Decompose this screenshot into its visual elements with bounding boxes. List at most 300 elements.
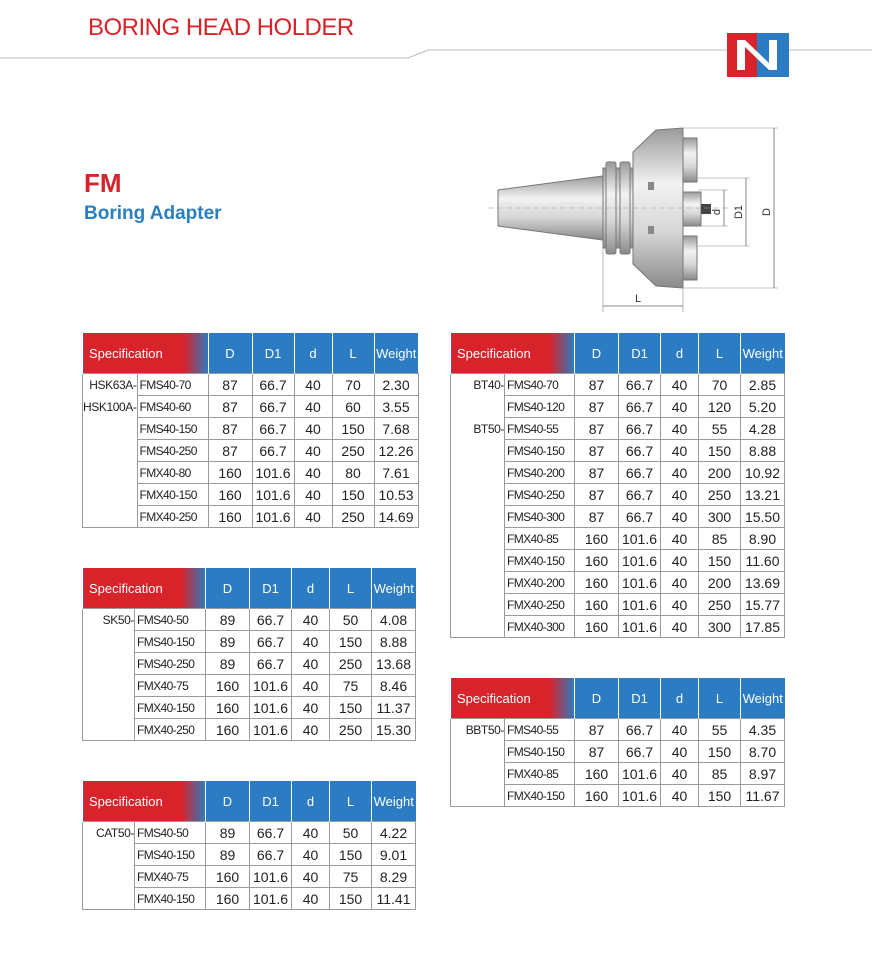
cell-l: 70	[332, 374, 374, 396]
table-row	[451, 763, 785, 785]
row-model: FMS40-150	[505, 741, 575, 763]
cell-d-outer: 87	[575, 741, 619, 763]
row-prefix: BT50-	[451, 418, 505, 440]
row-model: FMS40-250	[505, 484, 575, 506]
cell-d-outer: 87	[208, 418, 252, 440]
table-row	[83, 440, 419, 462]
cell-d1: 66.7	[619, 719, 661, 741]
row-model: FMS40-60	[137, 396, 208, 418]
row-prefix: SK50-	[83, 609, 135, 631]
row-prefix	[451, 763, 505, 785]
cell-weight: 11.67	[741, 785, 785, 807]
header-l: L	[332, 333, 374, 374]
cell-weight: 13.21	[741, 484, 785, 506]
cell-d-outer: 87	[208, 396, 252, 418]
header-d-outer: D	[206, 781, 250, 822]
cell-d1: 66.7	[250, 822, 292, 844]
cell-d-outer: 89	[206, 631, 250, 653]
row-model: FMX40-250	[135, 719, 206, 741]
spec-table-sk	[82, 568, 416, 741]
cell-d1: 66.7	[619, 484, 661, 506]
header-d1: D1	[619, 678, 661, 719]
cell-d-outer: 160	[208, 484, 252, 506]
cell-weight: 7.61	[374, 462, 418, 484]
cell-d-bore: 40	[661, 616, 699, 638]
cell-weight: 8.70	[741, 741, 785, 763]
row-model: FMX40-85	[505, 763, 575, 785]
header-weight: Weight	[741, 678, 785, 719]
table-row	[83, 888, 416, 910]
row-prefix	[451, 440, 505, 462]
row-prefix	[451, 462, 505, 484]
row-model: FMX40-250	[137, 506, 208, 528]
row-prefix	[83, 675, 135, 697]
row-prefix	[451, 741, 505, 763]
header-l: L	[330, 568, 372, 609]
row-prefix: BBT50-	[451, 719, 505, 741]
table-row	[83, 484, 419, 506]
dim-l-label: L	[634, 293, 642, 305]
cell-d1: 66.7	[619, 741, 661, 763]
table-row	[451, 396, 785, 418]
cell-l: 150	[332, 418, 374, 440]
cell-d-bore: 40	[661, 374, 699, 396]
row-model: FMX40-80	[137, 462, 208, 484]
cell-d1: 101.6	[619, 528, 661, 550]
cell-weight: 14.69	[374, 506, 418, 528]
cell-l: 120	[699, 396, 741, 418]
row-prefix	[451, 785, 505, 807]
cell-d-bore: 40	[294, 484, 332, 506]
table-row	[451, 484, 785, 506]
cell-d1: 66.7	[619, 440, 661, 462]
row-prefix: HSK100A-	[83, 396, 138, 418]
cell-d-outer: 87	[575, 484, 619, 506]
cell-l: 150	[699, 550, 741, 572]
cell-l: 150	[699, 785, 741, 807]
row-prefix: CAT50-	[83, 822, 135, 844]
cell-weight: 3.55	[374, 396, 418, 418]
table-row	[451, 616, 785, 638]
header-weight: Weight	[374, 333, 418, 374]
cell-d1: 66.7	[619, 506, 661, 528]
row-model: FMX40-250	[505, 594, 575, 616]
row-model: FMS40-50	[135, 609, 206, 631]
cell-d-bore: 40	[294, 440, 332, 462]
cell-d-outer: 87	[575, 418, 619, 440]
cell-l: 250	[330, 653, 372, 675]
cell-d-outer: 87	[575, 719, 619, 741]
header-d-outer: D	[575, 333, 619, 374]
header-d-bore: d	[661, 333, 699, 374]
cell-l: 150	[330, 631, 372, 653]
cell-d1: 101.6	[250, 888, 292, 910]
header-specification: Specification	[83, 333, 209, 374]
table-row	[83, 418, 419, 440]
row-model: FMS40-250	[137, 440, 208, 462]
cell-weight: 4.08	[372, 609, 416, 631]
cell-weight: 4.22	[372, 822, 416, 844]
cell-l: 85	[699, 763, 741, 785]
cell-d-outer: 160	[206, 675, 250, 697]
cell-l: 150	[330, 844, 372, 866]
table-row	[451, 572, 785, 594]
table-row	[83, 719, 416, 741]
row-model: FMX40-150	[135, 888, 206, 910]
cell-weight: 10.92	[741, 462, 785, 484]
cell-d-bore: 40	[292, 653, 330, 675]
header-d1: D1	[250, 781, 292, 822]
brand-logo	[727, 30, 789, 80]
cell-weight: 5.20	[741, 396, 785, 418]
row-model: FMS40-300	[505, 506, 575, 528]
header-d1: D1	[619, 333, 661, 374]
cell-l: 300	[699, 616, 741, 638]
table-row	[83, 462, 419, 484]
cell-d-outer: 160	[575, 763, 619, 785]
spec-table-bt	[450, 333, 785, 638]
row-model: FMS40-55	[505, 719, 575, 741]
cell-d-bore: 40	[661, 528, 699, 550]
row-model: FMS40-150	[505, 440, 575, 462]
cell-d-outer: 87	[575, 462, 619, 484]
cell-d-bore: 40	[292, 822, 330, 844]
cell-d-outer: 160	[575, 616, 619, 638]
cell-l: 55	[699, 719, 741, 741]
header-d-outer: D	[575, 678, 619, 719]
cell-d-bore: 40	[292, 609, 330, 631]
row-prefix	[451, 550, 505, 572]
product-code: FM	[84, 168, 122, 198]
cell-d1: 101.6	[252, 506, 294, 528]
cell-d-outer: 160	[206, 888, 250, 910]
table-row	[83, 697, 416, 719]
cell-d1: 66.7	[619, 374, 661, 396]
cell-d1: 66.7	[619, 462, 661, 484]
cell-d-bore: 40	[292, 675, 330, 697]
cell-d-outer: 160	[206, 719, 250, 741]
cell-d1: 101.6	[619, 763, 661, 785]
cell-weight: 12.26	[374, 440, 418, 462]
table-row	[451, 440, 785, 462]
row-prefix	[451, 616, 505, 638]
cell-d-outer: 87	[208, 374, 252, 396]
cell-d1: 66.7	[252, 396, 294, 418]
cell-weight: 8.88	[372, 631, 416, 653]
table-row	[83, 653, 416, 675]
cell-d-outer: 87	[575, 396, 619, 418]
row-prefix	[83, 844, 135, 866]
cell-d-bore: 40	[292, 888, 330, 910]
table-row	[451, 594, 785, 616]
dim-big-d-label: D	[761, 208, 773, 216]
row-model: FMX40-300	[505, 616, 575, 638]
cell-d1: 66.7	[252, 440, 294, 462]
cell-d-outer: 160	[575, 572, 619, 594]
cell-d-outer: 89	[206, 844, 250, 866]
cell-l: 150	[332, 484, 374, 506]
row-model: FMS40-50	[135, 822, 206, 844]
cell-d-bore: 40	[661, 785, 699, 807]
cell-d-outer: 160	[575, 550, 619, 572]
cell-weight: 15.50	[741, 506, 785, 528]
row-model: FMX40-200	[505, 572, 575, 594]
header-specification: Specification	[83, 568, 206, 609]
cell-d1: 101.6	[619, 550, 661, 572]
table-row	[83, 631, 416, 653]
cell-d-bore: 40	[661, 572, 699, 594]
table-row	[451, 719, 785, 741]
cell-d1: 101.6	[619, 594, 661, 616]
table-row	[451, 741, 785, 763]
cell-d-outer: 87	[575, 506, 619, 528]
row-model: FMX40-85	[505, 528, 575, 550]
table-row	[451, 418, 785, 440]
header-d-bore: d	[294, 333, 332, 374]
cell-l: 75	[330, 675, 372, 697]
spec-table-bbt	[450, 678, 785, 807]
row-prefix	[451, 506, 505, 528]
adapter-drawing	[488, 122, 788, 317]
cell-d-outer: 87	[575, 440, 619, 462]
cell-weight: 11.41	[372, 888, 416, 910]
table-row	[83, 374, 419, 396]
table-row	[451, 462, 785, 484]
table-row	[83, 675, 416, 697]
cell-weight: 11.60	[741, 550, 785, 572]
cell-weight: 2.30	[374, 374, 418, 396]
header-specification: Specification	[451, 678, 575, 719]
cell-d-outer: 160	[575, 528, 619, 550]
table-row	[83, 609, 416, 631]
cell-d-outer: 160	[208, 506, 252, 528]
cell-weight: 4.28	[741, 418, 785, 440]
cell-weight: 8.97	[741, 763, 785, 785]
cell-l: 250	[699, 594, 741, 616]
table-row	[83, 844, 416, 866]
cell-d-bore: 40	[661, 462, 699, 484]
cell-weight: 15.77	[741, 594, 785, 616]
cell-d-bore: 40	[661, 418, 699, 440]
cell-weight: 17.85	[741, 616, 785, 638]
cell-d1: 101.6	[252, 484, 294, 506]
row-prefix: BT40-	[451, 374, 505, 396]
cell-d1: 101.6	[619, 785, 661, 807]
spec-table-cat	[82, 781, 416, 910]
table-row	[83, 822, 416, 844]
cell-d1: 66.7	[250, 609, 292, 631]
cell-d-outer: 160	[206, 697, 250, 719]
row-model: FMS40-55	[505, 418, 575, 440]
row-prefix	[83, 631, 135, 653]
cell-d-bore: 40	[292, 719, 330, 741]
cell-d-bore: 40	[294, 374, 332, 396]
row-model: FMX40-150	[505, 550, 575, 572]
row-prefix	[83, 653, 135, 675]
cell-weight: 13.69	[741, 572, 785, 594]
row-prefix	[451, 594, 505, 616]
header-d-bore: d	[661, 678, 699, 719]
cell-l: 200	[699, 572, 741, 594]
cell-l: 150	[330, 697, 372, 719]
cell-d1: 66.7	[250, 631, 292, 653]
row-model: FMS40-250	[135, 653, 206, 675]
table-row	[83, 866, 416, 888]
cell-d1: 66.7	[252, 418, 294, 440]
row-model: FMS40-150	[135, 631, 206, 653]
cell-d1: 101.6	[250, 697, 292, 719]
row-prefix	[451, 528, 505, 550]
header-l: L	[699, 333, 741, 374]
cell-l: 150	[699, 440, 741, 462]
cell-d-outer: 160	[575, 594, 619, 616]
header-weight: Weight	[372, 568, 416, 609]
cell-weight: 15.30	[372, 719, 416, 741]
row-model: FMS40-200	[505, 462, 575, 484]
cell-l: 150	[330, 888, 372, 910]
cell-d-bore: 40	[661, 440, 699, 462]
cell-d1: 66.7	[250, 653, 292, 675]
cell-d-bore: 40	[661, 484, 699, 506]
cell-l: 55	[699, 418, 741, 440]
cell-d-bore: 40	[292, 866, 330, 888]
dim-d1-label: D1	[733, 204, 745, 220]
cell-weight: 7.68	[374, 418, 418, 440]
cell-d1: 101.6	[250, 866, 292, 888]
table-row	[451, 506, 785, 528]
cell-l: 80	[332, 462, 374, 484]
header-d1: D1	[250, 568, 292, 609]
row-prefix	[451, 396, 505, 418]
row-model: FMS40-120	[505, 396, 575, 418]
row-model: FMX40-150	[137, 484, 208, 506]
table-row	[451, 528, 785, 550]
cell-l: 50	[330, 609, 372, 631]
table-row	[83, 506, 419, 528]
header-d1: D1	[252, 333, 294, 374]
header-l: L	[699, 678, 741, 719]
cell-d-bore: 40	[294, 418, 332, 440]
cell-weight: 4.35	[741, 719, 785, 741]
cell-d1: 66.7	[619, 418, 661, 440]
cell-l: 75	[330, 866, 372, 888]
row-prefix	[83, 462, 138, 484]
row-prefix: HSK63A-	[83, 374, 138, 396]
row-model: FMS40-150	[135, 844, 206, 866]
cell-l: 250	[699, 484, 741, 506]
cell-d1: 101.6	[619, 572, 661, 594]
row-prefix	[83, 506, 138, 528]
table-row	[83, 396, 419, 418]
cell-d-bore: 40	[661, 594, 699, 616]
cell-l: 70	[699, 374, 741, 396]
cell-d-bore: 40	[661, 741, 699, 763]
cell-d-outer: 87	[208, 440, 252, 462]
cell-d-bore: 40	[661, 396, 699, 418]
row-model: FMS40-70	[137, 374, 208, 396]
cell-d-bore: 40	[661, 719, 699, 741]
cell-d-bore: 40	[661, 550, 699, 572]
dim-d-label: d	[711, 208, 723, 216]
cell-d1: 101.6	[250, 675, 292, 697]
header-weight: Weight	[741, 333, 785, 374]
cell-d-outer: 87	[575, 374, 619, 396]
cell-weight: 2.85	[741, 374, 785, 396]
header-weight: Weight	[372, 781, 416, 822]
cell-l: 250	[332, 440, 374, 462]
cell-d-outer: 89	[206, 653, 250, 675]
header-l: L	[330, 781, 372, 822]
header-specification: Specification	[83, 781, 206, 822]
cell-d-bore: 40	[292, 697, 330, 719]
row-prefix	[451, 572, 505, 594]
cell-weight: 8.29	[372, 866, 416, 888]
product-name: Boring Adapter	[84, 203, 222, 224]
row-prefix	[83, 418, 138, 440]
cell-d-bore: 40	[661, 506, 699, 528]
row-prefix	[83, 719, 135, 741]
cell-weight: 8.46	[372, 675, 416, 697]
row-prefix	[451, 484, 505, 506]
row-prefix	[83, 866, 135, 888]
cell-d-outer: 160	[208, 462, 252, 484]
row-model: FMX40-150	[135, 697, 206, 719]
cell-weight: 10.53	[374, 484, 418, 506]
header-d-outer: D	[208, 333, 252, 374]
cell-d-bore: 40	[294, 396, 332, 418]
cell-d-bore: 40	[294, 506, 332, 528]
table-row	[451, 374, 785, 396]
row-model: FMS40-70	[505, 374, 575, 396]
row-model: FMX40-75	[135, 675, 206, 697]
cell-d-outer: 160	[575, 785, 619, 807]
row-model: FMS40-150	[137, 418, 208, 440]
row-prefix	[83, 440, 138, 462]
cell-l: 250	[330, 719, 372, 741]
cell-l: 250	[332, 506, 374, 528]
row-prefix	[83, 484, 138, 506]
cell-l: 85	[699, 528, 741, 550]
cell-weight: 11.37	[372, 697, 416, 719]
cell-weight: 8.88	[741, 440, 785, 462]
cell-d-bore: 40	[294, 462, 332, 484]
cell-d-bore: 40	[292, 844, 330, 866]
cell-d1: 101.6	[250, 719, 292, 741]
cell-weight: 8.90	[741, 528, 785, 550]
cell-l: 300	[699, 506, 741, 528]
cell-d1: 66.7	[619, 396, 661, 418]
cell-d1: 101.6	[252, 462, 294, 484]
cell-d-outer: 89	[206, 822, 250, 844]
header-d-bore: d	[292, 781, 330, 822]
row-prefix	[83, 888, 135, 910]
spec-table-hsk	[82, 333, 419, 528]
page-title: BORING HEAD HOLDER	[88, 14, 354, 41]
cell-d-outer: 89	[206, 609, 250, 631]
header-d-bore: d	[292, 568, 330, 609]
cell-l: 200	[699, 462, 741, 484]
cell-d1: 66.7	[250, 844, 292, 866]
cell-l: 150	[699, 741, 741, 763]
row-prefix	[83, 697, 135, 719]
row-model: FMX40-150	[505, 785, 575, 807]
cell-d-bore: 40	[661, 763, 699, 785]
table-row	[451, 785, 785, 807]
row-model: FMX40-75	[135, 866, 206, 888]
cell-weight: 9.01	[372, 844, 416, 866]
cell-weight: 13.68	[372, 653, 416, 675]
header-d-outer: D	[206, 568, 250, 609]
